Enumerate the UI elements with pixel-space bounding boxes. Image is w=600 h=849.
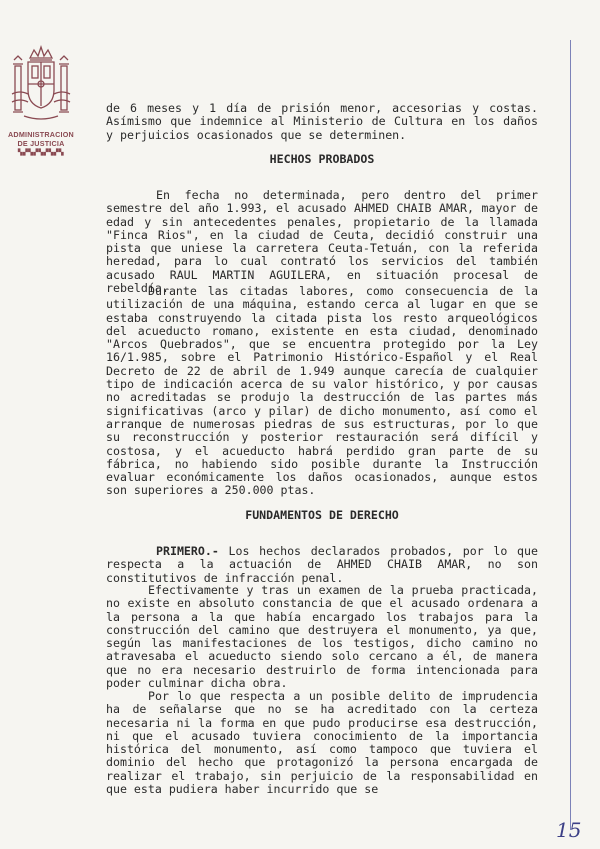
hechos-paragraph-2: Durante las citadas labores, como consecuencia de la utilización de una máquina, estando cerca al lugar en que se estaba construyendo la citada pista los resto arqueológicos del acueducto romano, existente en esta ciudad, denominado "Arcos Quebrados", que se encuentra protegido por la Ley 16/1.985, sobre el Patrimonio Histórico-Español y el Real Decreto de 22 de abril de 1.949 aunque carecía de cualquier tipo de indicación acerca de su valor histórico, y por causas no acreditadas se produjo la destrucción de las partes más significativas (arco y pilar) de dicho monumento, así como el arranque de numerosas piedras de sus estructuras, por lo que su reconstrucción y posterior restauración será difícil y costosa, y el acueducto habrá perdido gran parte de su fábrica, no habiendo sido posible durante la Instrucción evaluar económicamente los daños ocasionados, aunque estos son superiores a 250.000 ptas. [106,284,538,498]
primero-text: Los hechos declarados probados, por lo que respecta a la actuación de AHMED CHAIB AMAR, no son constitutivos de infracción penal. [106,544,538,585]
fundamentos-paragraph-2: Efectivamente y tras un examen de la prueba practicada, no existe en absoluto constancia de que el acusado ordenara a la persona a la que había encargado los trabajos para la construcción del camino que destruyera el monumento, ya que, según las manifestaciones de los testigos, dicho camino no atravesaba el acueducto siendo solo cercano a él, de manera que no era necesario destruirlo de forma intencionada para poder culminar dicha obra. [106,583,538,691]
section-heading-fundamentos: FUNDAMENTOS DE DERECHO [245,508,399,522]
coat-of-arms-icon [10,44,72,126]
admin-line-2: DE JUSTICIA [17,139,65,148]
page-number: 15 [556,818,582,842]
section-heading-hechos: HECHOS PROBADOS [269,152,375,166]
margin-line [570,40,571,830]
primero-label: PRIMERO.- [156,544,219,558]
admin-stripe-decoration: ▚▞▚▞▚▞▚▞▚ [17,150,65,156]
admin-line-1: ADMINISTRACION [8,130,74,139]
administration-label [4,130,78,158]
fundamentos-paragraph-3: Por lo que respecta a un posible delito de imprudencia ha de señalarse que no se ha acreditado con la certeza necesaria ni la forma en que pudo producirse esa destrucción, ni que el acusado tuviera conocimiento de la importancia histórica del monumento, así como tampoco que tuviera el dominio del hecho que protagonizó la persona encargada de realizar el trabajo, sin perjuicio de la responsabilidad en que esta pudiera haber incurrido que se [106,689,538,797]
intro-paragraph: de 6 meses y 1 día de prisión menor, accesorias y costas. Asímismo que indemnice al Ministerio de Cultura en los daños y perjuicios ocasionados que se determinen. [106,101,538,142]
fundamentos-paragraph-1 [106,545,538,585]
hechos-paragraph-1: En fecha no determinada, pero dentro del primer semestre del año 1.993, el acusado AHMED CHAIB AMAR, mayor de edad y sin antecedentes penales, propietario de la llamada "Finca Rios", en la ciudad de Ceuta, decidió construir una pista que uniese la carretera Ceuta-Tetuán, con la referida heredad, para lo cual contrató los servicios del también acusado RAUL MARTIN AGUILERA, en situación procesal de rebeldía. [106,188,538,296]
